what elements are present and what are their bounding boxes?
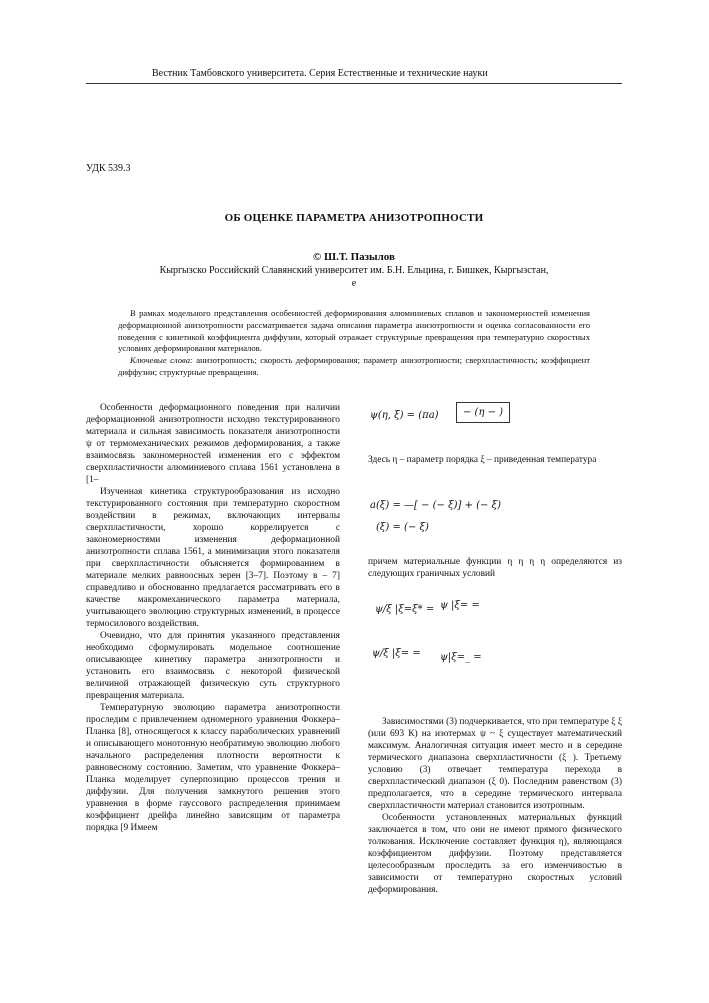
left-paragraph: Изученная кинетика структурообразования из исходно текстурированного состояния при температурно скоростном воздействии в режимах, включающих интервалы сверхпластичности, хорошо коррелируется с закономерностями изменения деформационной анизотропности сплава 1561, а минимизация этого показателя при сверхпластичности объясняется формированием в материале мелких равноосных зерен [3–7]. Поэтому в – 7] справедливо и обоснованно предлагается рассматривать его в качестве макромеханического параметра материала, учитывающего эволюцию структурных изменений, в процессе термосилового воздействия.: [86, 487, 340, 629]
left-column: [86, 402, 340, 834]
affiliation-line-1: Кыргызско Российский Славянский университет им. Б.Н. Ельцина, г. Бишкек, Кыргызстан,: [159, 265, 549, 276]
equation-1-description: [368, 454, 622, 466]
keywords: [118, 355, 590, 379]
eta-xi-definition: Здесь η – параметр порядка ξ – приведенная температура: [368, 455, 597, 465]
boundary-condition-3: ψ/ξ |ξ= =: [372, 648, 421, 659]
left-paragraph: Особенности деформационного поведения при наличии деформационной анизотропности исходно текстурированного материала и сильная зависимость показателя анизотропности ψ от термомеханических режимов деформирования, а также взаимосвязь закономерностей изменения его с эффектом сверхпластичности алюминиевого сплава 1561 установлена в [1–: [86, 403, 340, 485]
right-paragraph: Особенности установленных материальных функций заключается в том, что они не имеют прямого физического толкования. Исключение составляет функция η), являющаяся коэффициентом диффузии. Поэтому представляется целесообразным проследить за его изменчивостью в зависимости от температурно скоростных условий деформирования.: [368, 813, 622, 895]
left-paragraph: Очевидно, что для принятия указанного представления необходимо сформулировать модельное соотношение описывающее кинетику параметра анизотропности и установить его взаимосвязь с некоторой физической величиной отражающей физическую суть структурного превращения материала.: [86, 631, 340, 701]
equation-2b: (ξ) = (− ξ): [376, 522, 429, 533]
left-paragraph: Температурную эволюцию параметра анизотропности проследим с привлечением одномерного уравнения Фоккера–Планка [8], относящегося к классу параболических уравнений и описывающего монотонную необратимую эволюцию любого начального распределения плотности вероятности к равновесному состоянию. Заметим, что уравнение Фоккера–Планка моделирует суперпозицию процессов трения и диффузии. Для получения замкнутого решения этого уравнения в форме гауссового распределения принимаем коэффициент дрейфа линейно зависящим от параметра порядка [9 Имеем: [86, 703, 340, 833]
equation-1-bracket: − (η − ): [456, 402, 510, 423]
paper-title: ОБ ОЦЕНКЕ ПАРАМЕТРА АНИЗОТРОПНОСТИ: [224, 212, 484, 224]
material-functions-text: [368, 556, 622, 580]
udk-code: УДК 539.3: [86, 163, 131, 174]
boundary-intro: причем материальные функции η η η η определяются из следующих граничных условий: [368, 557, 622, 579]
affiliation-line-2: e: [351, 278, 357, 289]
header-rule: [86, 83, 622, 84]
equation-1: ψ(η, ξ) = (πa): [370, 410, 439, 421]
keywords-label: Ключевые слова:: [130, 355, 193, 366]
boundary-condition-4: ψ|ξ=_ =: [440, 652, 482, 663]
affiliation: [86, 264, 622, 290]
equation-2a: a(ξ) = —[ − (− ξ)] + (− ξ): [370, 500, 502, 511]
abstract: [118, 308, 590, 379]
boundary-condition-2: ψ |ξ= =: [440, 600, 480, 611]
journal-header: Вестник Тамбовского университета. Серия Естественные и технические науки: [152, 68, 488, 79]
boundary-condition-1: ψ/ξ |ξ=ξ* =: [375, 604, 435, 615]
keywords-list: анизотропность; скорость деформирования; параметр анизотропности; сверхпластичность; коэффициент диффузии; структурные превращения.: [118, 355, 591, 377]
author-line: © Ш.Т. Пазылов: [313, 251, 395, 263]
right-column-text: [368, 716, 622, 896]
abstract-text: В рамках модельного представления особенностей деформирования алюминиевых сплавов и закономерностей изменения деформационной анизотропности рассматривается задача описания параметра анизотропности и оценка согласованности его поведения с кинетикой коэффициента диффузии, который отражает структурные превращения при температурно скоростных условиях деформирования материалов.: [118, 308, 590, 354]
right-paragraph: Зависимостями (3) подчеркивается, что при температуре ξ ξ (или 693 К) на изотермах ψ ~ ξ существует математический максимум. Аналогичная ситуация имеет место и в середине термического диапазона сверхпластичности (ξ ). Третьему условию (3) отвечает температура перехода в сверхпластический диапазон (ξ 0). Последним равенством (3) предполагается, что в середине термического интервала сверхпластичности материал становится изотропным.: [368, 717, 622, 811]
